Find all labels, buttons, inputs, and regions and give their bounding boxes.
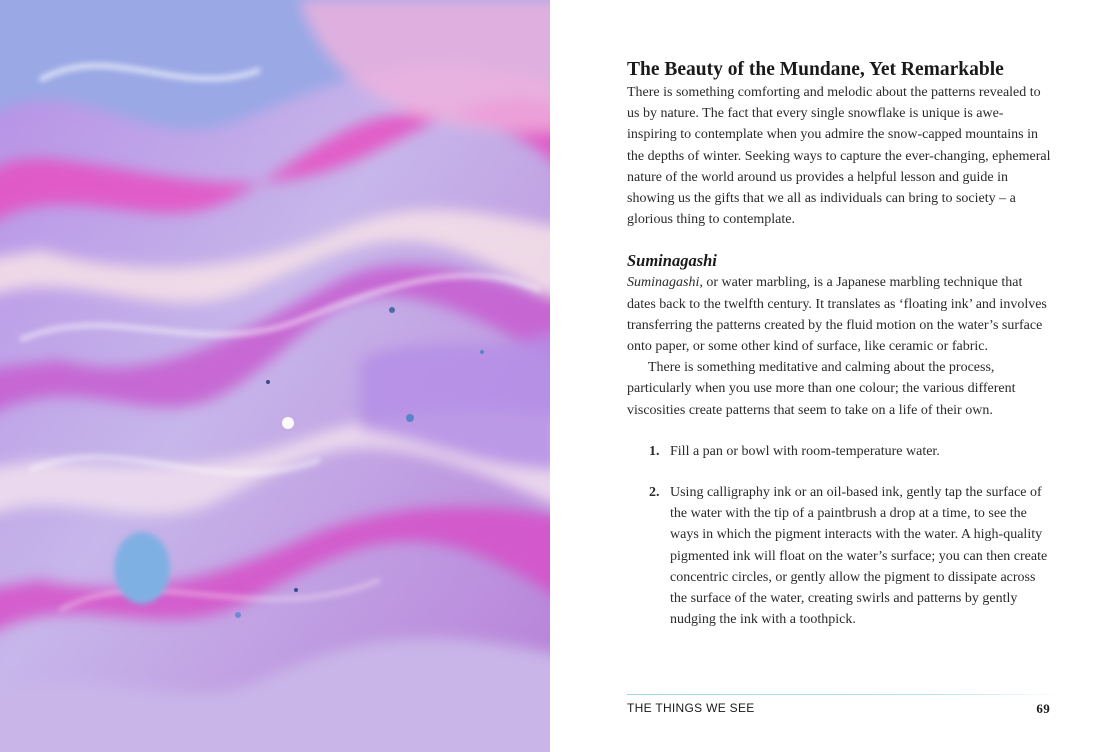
footer-rule [627,694,1062,695]
section-paragraph-1 [627,272,1052,357]
text-page [550,0,1100,752]
step-text: Using calligraphy ink or an oil-based ink, gently tap the surface of the water with the tip of a paintbrush a drop at a time, to see the ways in which the pigment interacts with the water. A high-quality pigmented ink will float on the water’s surface; you can then create concentric circles, or gently allow the pigment to dissipate across the surface of the water, creating swirls and patterns by gently nudging the ink with a toothpick. [670,485,1048,628]
step-number: 1. [649,443,660,459]
section-paragraph-2: There is something meditative and calming about the process, particularly when you use more than one colour; the various different viscosities create patterns that seem to take on a life of their own. [627,360,1016,418]
steps-list [627,441,1052,631]
intro-paragraph: There is something comforting and melodic about the patterns revealed to us by nature. The fact that every single snowflake is unique is awe-inspiring to contemplate when you admire the snow-capped mountains in the depths of winter. Seeking ways to capture the ever-changing, ephemeral nature of the world around us provides a helpful lesson and guide in showing us the gifts that we all as individuals can bring to society – a glorious thing to contemplate. [627,85,1051,228]
section-heading: Suminagashi [627,251,717,271]
page-number: 69 [1036,701,1050,716]
article-title: The Beauty of the Mundane, Yet Remarkable [627,59,1004,80]
footer-running-line [627,701,1050,717]
list-item [627,441,1052,462]
section-paragraph-1-text: or water marbling, is a Japanese marbling technique that dates back to the twelfth century. It translates as ‘floating ink’ and involves transferring the patterns created by the fluid motion on the water’s surface onto paper, or some other kind of surface, like ceramic or fabric. [627,275,1047,355]
list-item [627,482,1052,630]
term-suminagashi: Suminagashi, [627,275,703,291]
page-footer [627,694,1050,717]
step-text: Fill a pan or bowl with room-temperature water. [670,443,940,459]
running-title: THE THINGS WE SEE [627,701,755,715]
page-content [627,58,1052,630]
step-number: 2. [649,485,660,501]
